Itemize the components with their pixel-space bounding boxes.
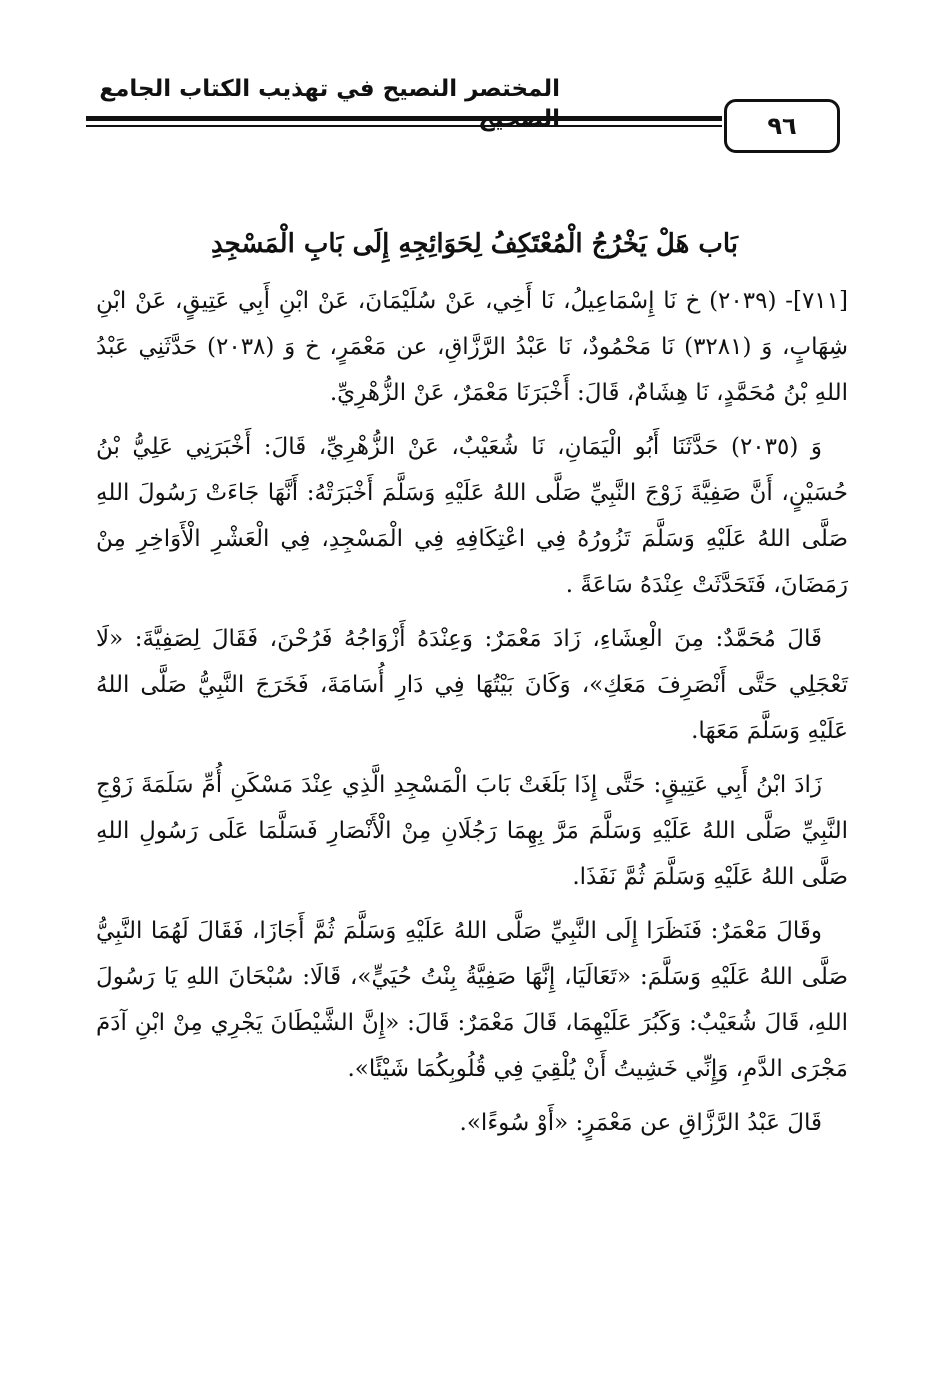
chapter-title: بَاب هَلْ يَخْرُجُ الْمُعْتَكِفُ لِحَوَائِجِهِ إِلَى بَابِ الْمَسْجِدِ	[211, 229, 738, 259]
paragraph-muhammad-addition: قَالَ مُحَمَّدٌ: مِنَ الْعِشَاءِ، زَادَ مَعْمَرٌ: وَعِنْدَهُ أَزْوَاجُهُ فَرُحْنَ، فَقَالَ لِصَفِيَّةَ: «لَا تَعْجَلِي حَتَّى أَنْصَرِفَ مَعَكِ»، وَكَانَ بَيْتُهَا فِي دَارِ أُسَامَةَ، فَخَرَجَ النَّبِيُّ صَلَّى اللهُ عَلَيْهِ وَسَلَّمَ مَعَهَا.	[96, 626, 848, 744]
page-number: ٩٦	[724, 99, 840, 153]
paragraph-abd-al-razzaq: قَالَ عَبْدُ الرَّزَّاقِ عن مَعْمَرٍ: «أَوْ سُوءًا».	[459, 1110, 822, 1136]
paragraph-ibn-abi-atiq-addition: زَادَ ابْنُ أَبِي عَتِيقٍ: حَتَّى إِذَا بَلَغَتْ بَابَ الْمَسْجِدِ الَّذِي عِنْدَ مَسْكَنِ أُمِّ سَلَمَةَ زَوْجِ النَّبِيِّ صَلَّى اللهُ عَلَيْهِ وَسَلَّمَ مَرَّ بِهِمَا رَجُلَانِ مِنْ الْأَنْصَارِ فَسَلَّمَا عَلَى رَسُولِ اللهِ صَلَّى اللهُ عَلَيْهِ وَسَلَّمَ ثُمَّ نَفَذَا.	[96, 772, 848, 890]
paragraph-mamar-addition: وقَالَ مَعْمَرٌ: فَنَظَرَا إِلَى النَّبِيِّ صَلَّى اللهُ عَلَيْهِ وَسَلَّمَ ثُمَّ أَجَازَا، فَقَالَ لَهُمَا النَّبِيُّ صَلَّى اللهُ عَلَيْهِ وَسَلَّمَ: «تَعَالَيَا، إِنَّهَا صَفِيَّةُ بِنْتُ حُيَيٍّ»، قَالَا: سُبْحَانَ اللهِ يَا رَسُولَ اللهِ، قَالَ شُعَيْبٌ: وَكَبُرَ عَلَيْهِمَا، قَالَ مَعْمَرٌ: قَالَ: «إِنَّ الشَّيْطَانَ يَجْرِي مِنْ ابْنِ آدَمَ مَجْرَى الدَّمِ، وَإِنِّي خَشِيتُ أَنْ يُلْقِيَ فِي قُلُوبِكُمَا شَيْئًا».	[96, 918, 848, 1082]
header-rule-thick	[86, 116, 722, 121]
header-rule-thin	[86, 125, 722, 127]
body-text	[96, 278, 848, 1154]
running-title: المختصر النصيح في تهذيب الكتاب الجامع	[99, 76, 560, 102]
paragraph-hadith-safiyya: وَ (٢٠٣٥) حَدَّثَنَا أَبُو الْيَمَانِ، نَا شُعَيْبٌ، عَنْ الزُّهْرِيِّ، قَالَ: أَخْبَرَنِي عَلِيُّ بْنُ حُسَيْنٍ، أَنَّ صَفِيَّةَ زَوْجَ النَّبِيِّ صَلَّى اللهُ عَلَيْهِ وَسَلَّمَ أَخْبَرَتْهُ: أَنَّهَا جَاءَتْ رَسُولَ اللهِ صَلَّى اللهُ عَلَيْهِ وَسَلَّمَ تَزُورُهُ فِي اعْتِكَافِهِ فِي الْمَسْجِدِ، فِي الْعَشْرِ الْأَوَاخِرِ مِنْ رَمَضَانَ، فَتَحَدَّثَتْ عِنْدَهُ سَاعَةً .	[96, 434, 848, 598]
paragraph-isnad: [٧١١]- (٢٠٣٩) خ نَا إِسْمَاعِيلُ، نَا أَخِي، عَنْ سُلَيْمَانَ، عَنْ ابْنِ أَبِي عَتِيقٍ، عَنْ ابْنِ شِهَابٍ، وَ (٣٢٨١) نَا مَحْمُودٌ، نَا عَبْدُ الرَّزَّاقِ، عن مَعْمَرٍ، خ وَ (٢٠٣٨) حَدَّثَنِي عَبْدُ اللهِ بْنُ مُحَمَّدٍ، نَا هِشَامٌ، قَالَ: أَخْبَرَنَا مَعْمَرٌ، عَنْ الزُّهْرِيِّ.	[96, 288, 848, 406]
